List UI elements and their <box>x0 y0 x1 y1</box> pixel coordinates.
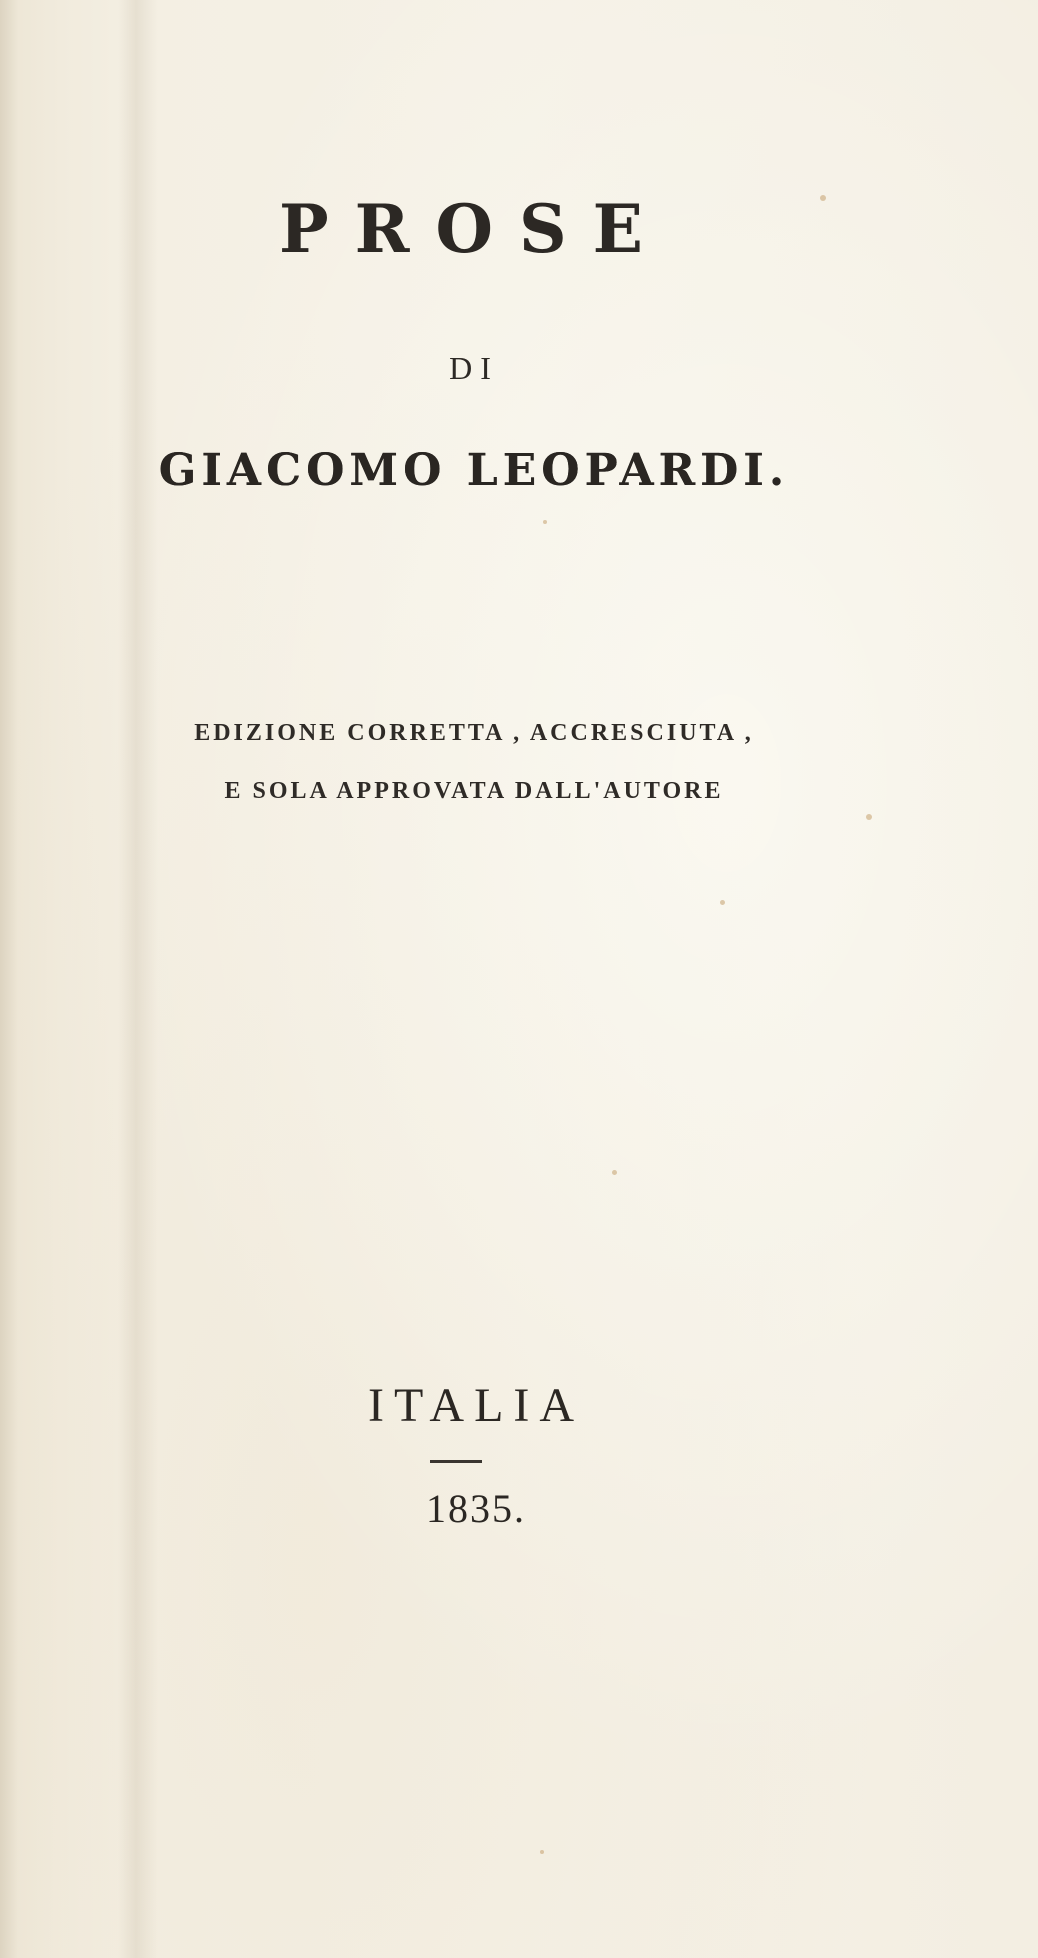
publication-year: 1835. <box>426 1486 526 1531</box>
foxing-spot <box>540 1850 544 1854</box>
foxing-spot <box>543 520 547 524</box>
edition-statement-line-2: E SOLA APPROVATA DALL'AUTORE <box>224 778 724 804</box>
title-preposition: DI <box>449 350 499 386</box>
divider-rule <box>430 1460 482 1463</box>
foxing-spot <box>866 814 872 820</box>
edition-statement-line-1: EDIZIONE CORRETTA , ACCRESCIUTA , <box>194 720 754 746</box>
book-title: PROSE <box>279 190 669 268</box>
author-name: GIACOMO LEOPARDI. <box>158 445 790 496</box>
page-edge-shading <box>0 0 18 1958</box>
binding-fold <box>118 0 158 1958</box>
foxing-spot <box>720 900 725 905</box>
foxing-spot <box>612 1170 617 1175</box>
publication-place: ITALIA <box>367 1379 585 1432</box>
